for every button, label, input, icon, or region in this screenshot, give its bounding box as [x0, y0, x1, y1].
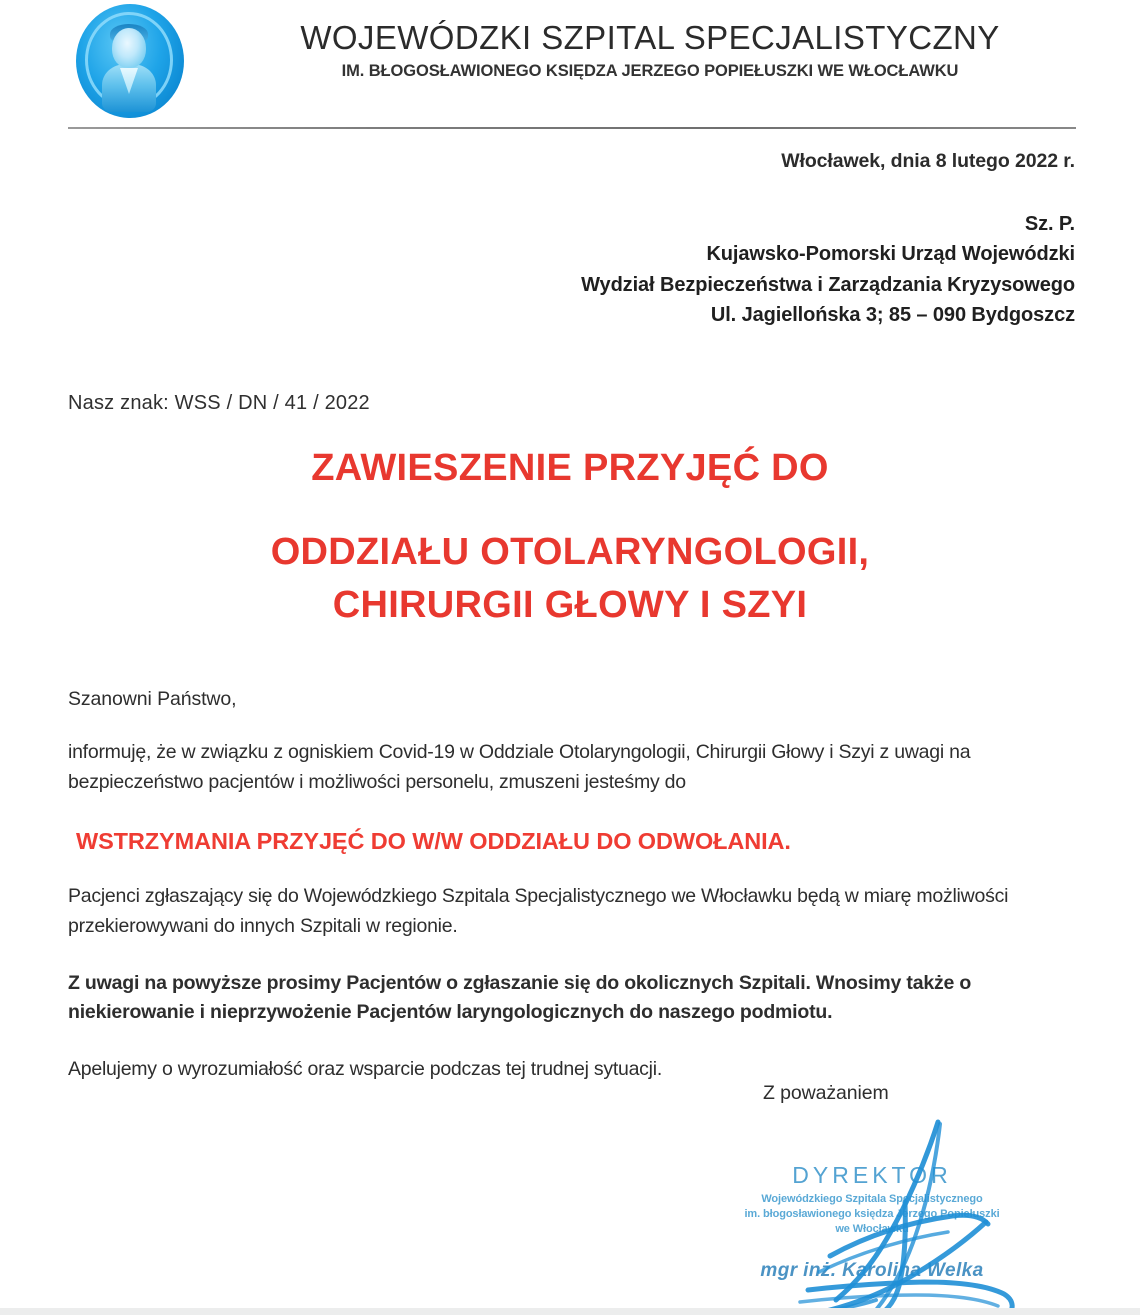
director-stamp [722, 1164, 1022, 1282]
hospital-name-subtitle: IM. BŁOGOSŁAWIONEGO KSIĘDZA JERZEGO POPIEŁUSZKI WE WŁOCŁAWKU [341, 61, 959, 80]
letter-body [68, 688, 1076, 1085]
letterhead-text-block [215, 20, 1085, 81]
emblem-portrait-head [112, 28, 146, 68]
addressee-line-office: Kujawsko-Pomorski Urząd Wojewódzki [706, 243, 1075, 266]
headline-line-1: ZAWIESZENIE PRZYJĘĆ DO [311, 447, 829, 489]
hospital-name-title: WOJEWÓDZKI SZPITAL SPECJALISTYCZNY [300, 19, 1000, 56]
reference-number: Nasz znak: WSS / DN / 41 / 2022 [68, 392, 370, 414]
signatory-name: mgr inż. Karolina Welka [760, 1259, 984, 1281]
header-divider-rule [68, 127, 1076, 129]
stamp-line-patron: im. błogosławionego księdza Jerzego Popiełuszki [744, 1208, 1000, 1221]
body-paragraph-4: Apelujemy o wyrozumiałość oraz wsparcie podczas tej trudnej sytuacji. [68, 1057, 663, 1080]
headline-line-2: ODDZIAŁU OTOLARYNGOLOGII, [270, 530, 870, 573]
headline-line-3: CHIRURGII GŁOWY I SZYI [332, 583, 808, 626]
body-paragraph-1: informuję, że w związku z ogniskiem Covid-19 w Oddziale Otolaryngologii, Chirurgii Głowy i Szyi z uwagi na bezpieczeństwo pacjentów i możliwości personelu, zmuszeni jesteśmy do [68, 741, 971, 793]
addressee-block [581, 209, 1075, 331]
announcement-headline [70, 448, 1070, 626]
document-meta-block [581, 150, 1075, 331]
signature-area [700, 1078, 1100, 1315]
addressee-line-department: Wydział Bezpieczeństwa i Zarządzania Kryzysowego [581, 273, 1075, 296]
stamp-line-hospital: Wojewódzkiego Szpitala Specjalistycznego [761, 1193, 983, 1205]
stamp-line-city: we Włocławku [835, 1223, 909, 1236]
stamp-title: DYREKTOR [792, 1162, 952, 1188]
addressee-line-salutation: Sz. P. [1024, 213, 1075, 235]
body-red-emphasis: WSTRZYMANIA PRZYJĘĆ DO W/W ODDZIAŁU DO ODWOŁANIA. [76, 828, 791, 855]
addressee-line-address: Ul. Jagiellońska 3; 85 – 090 Bydgoszcz [710, 304, 1075, 327]
body-paragraph-2: Pacjenci zgłaszający się do Wojewódzkiego Szpitala Specjalistycznego we Włocławku będą w miarę możliwości przekierowywani do innych Szpitali w regionie. [68, 885, 1009, 938]
document-date: Włocławek, dnia 8 lutego 2022 r. [781, 150, 1075, 172]
page-bottom-edge [0, 1308, 1140, 1315]
body-salutation: Szanowni Państwo, [68, 688, 237, 710]
letterhead [0, 0, 1140, 128]
body-paragraph-3: Z uwagi na powyższe prosimy Pacjentów o zgłaszanie się do okolicznych Szpitali. Wnosimy także o niekierowanie i nieprzywożenie Pacjentów laryngologicznych do naszego podmiotu. [68, 971, 972, 1024]
closing-regards: Z poważaniem [763, 1082, 889, 1104]
hospital-emblem-icon [72, 2, 188, 120]
